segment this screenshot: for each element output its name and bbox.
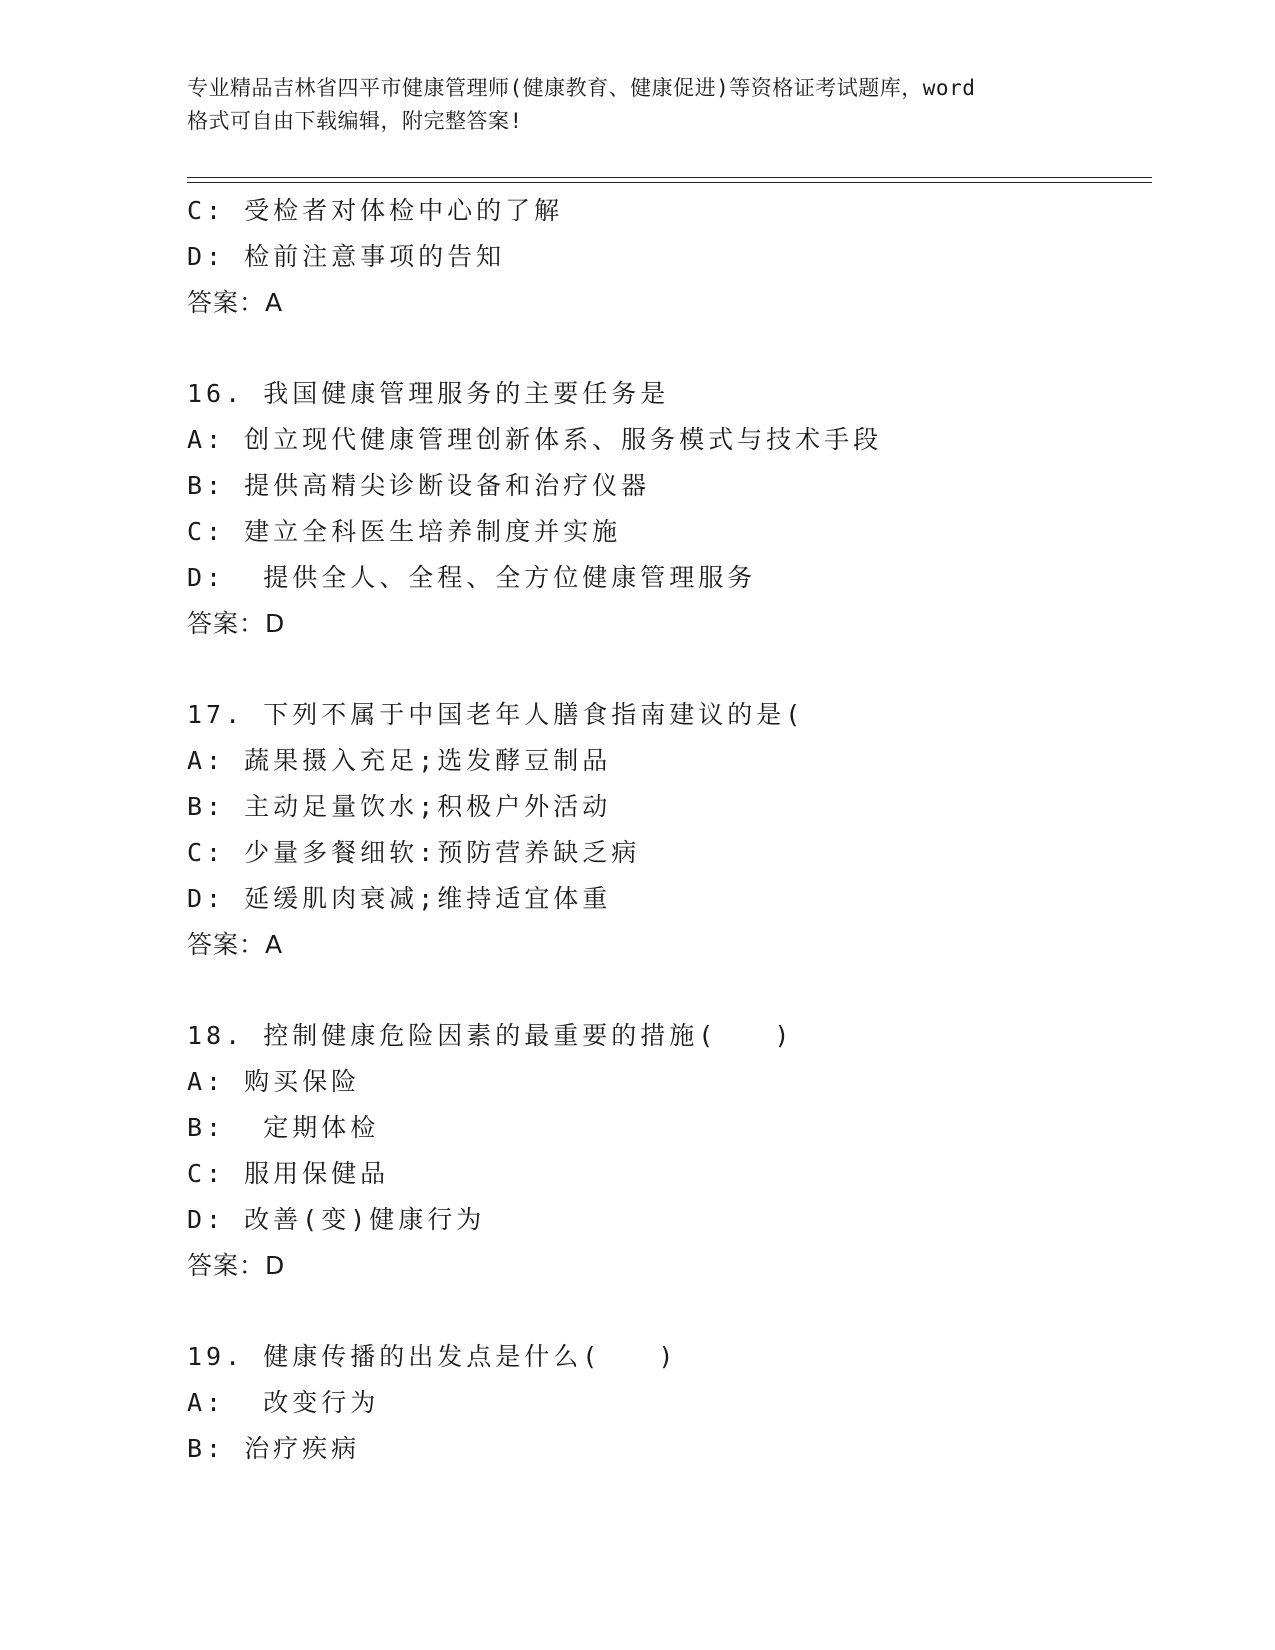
option-b: B: 治疗疾病 [187, 1434, 361, 1463]
option-b: B: 主动足量饮水;积极户外活动 [187, 792, 612, 821]
question-17 [187, 692, 1147, 968]
answer-line: 答案：D [187, 609, 286, 638]
option-a: A: 创立现代健康管理创新体系、服务模式与技术手段 [187, 425, 883, 454]
option-b: B: 提供高精尖诊断设备和治疗仪器 [187, 471, 651, 500]
option-c: C: 服用保健品 [187, 1159, 390, 1188]
header-divider-bottom [187, 182, 1152, 183]
question-list [187, 188, 1147, 1472]
option-d: D: 检前注意事项的告知 [187, 242, 506, 271]
option-d: D: 改善(变)健康行为 [187, 1205, 486, 1234]
header-divider-top [187, 177, 1152, 178]
option-d: D: 提供全人、全程、全方位健康管理服务 [187, 563, 757, 592]
previous-question-tail [187, 188, 1147, 326]
answer-line: 答案：D [187, 1251, 286, 1280]
answer-line: 答案：A [187, 930, 284, 959]
question-16 [187, 371, 1147, 647]
header-line-2: 格式可自由下载编辑，附完整答案! [187, 109, 523, 133]
header-line-1: 专业精品吉林省四平市健康管理师(健康教育、健康促进)等资格证考试题库，word [187, 76, 976, 100]
option-a: A: 改变行为 [187, 1388, 380, 1417]
option-a: A: 蔬果摄入充足;选发酵豆制品 [187, 746, 612, 775]
option-c: C: 建立全科医生培养制度并实施 [187, 517, 622, 546]
document-header [187, 72, 1087, 138]
question-18 [187, 1013, 1147, 1289]
option-d: D: 延缓肌肉衰减;维持适宜体重 [187, 884, 612, 913]
option-c: C: 少量多餐细软:预防营养缺乏病 [187, 838, 641, 867]
question-stem: 18. 控制健康危险因素的最重要的措施( ) [187, 1021, 794, 1050]
question-stem: 17. 下列不属于中国老年人膳食指南建议的是( [187, 700, 805, 729]
question-stem: 16. 我国健康管理服务的主要任务是 [187, 379, 670, 408]
question-stem: 19. 健康传播的出发点是什么( ) [187, 1342, 678, 1371]
question-19 [187, 1334, 1147, 1472]
option-b: B: 定期体检 [187, 1113, 380, 1142]
option-a: A: 购买保险 [187, 1067, 361, 1096]
answer-line: 答案：A [187, 288, 284, 317]
option-c: C: 受检者对体检中心的了解 [187, 196, 564, 225]
